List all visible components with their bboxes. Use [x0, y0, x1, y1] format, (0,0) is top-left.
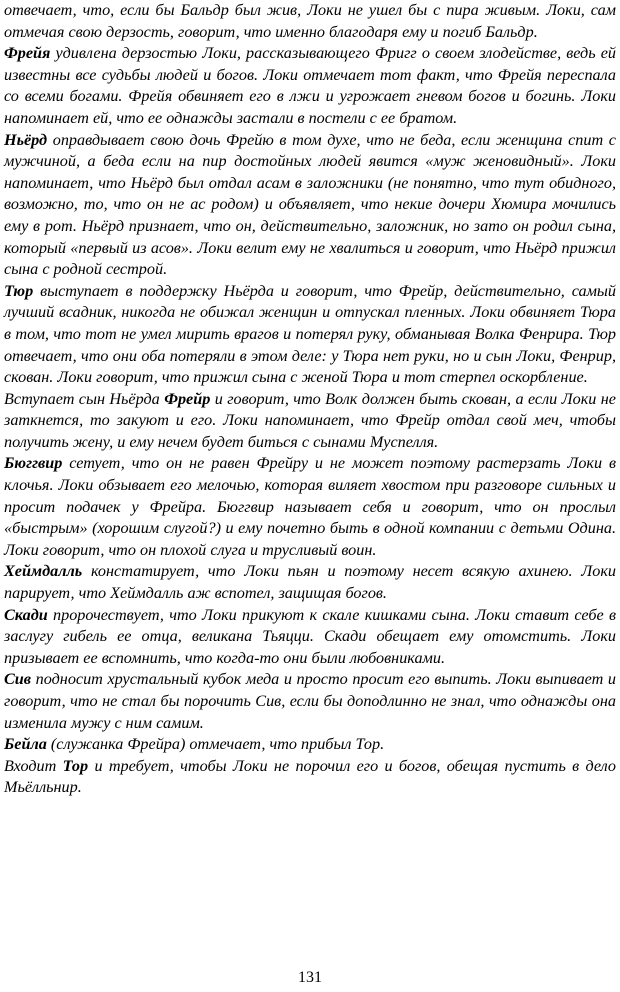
page-text — [4, 0, 616, 799]
paragraph-text: выступает в поддержку Ньёрда и говорит, что Фрейр, действительно, самый лучший всадник, никогда не обижал женщин и отпускал пленных. Локи обвиняет Тюра в том, что тот не умел мирить врагов и потерял руку, обманывая Волка Фенрира. Тюр отвечает, что они оба потеряли в этом деле: у Тюра нет руки, но и сын Локи, Фенрир, скован. Локи говорит, что прижил сына с женой Тюра и тот стерпел оскорбление. — [4, 281, 616, 387]
speaker-name: Фрейр — [164, 389, 211, 408]
paragraph-text: (служанка Фрейра) отмечает, что прибыл Тор. — [46, 735, 385, 754]
page-number: 131 — [298, 969, 322, 986]
paragraph-lead: Входит — [4, 756, 63, 775]
paragraph-text: сетует, что он не равен Фрейру и не может поэтому растерзать Локи в клочья. Локи обзывает его мелочью, которая виляет хвостом при разговоре сильных и просит подачек у Фрейра. Бюггвир называет себя и говорит, что он прослыл «быстрым» (хорошим слугой?) и ему почетно быть в одной компании с детьми Одина. Локи говорит, что он плохой слуга и трусливый воин. — [4, 454, 616, 559]
paragraph-lead: Вступает сын Ньёрда — [4, 389, 165, 408]
speaker-name: Фрейя — [4, 44, 51, 63]
paragraph-text: и говорит, что Волк должен быть скован, а если Локи не заткнется, то закуют и его. Локи напоминает, что Фрейр отдал свой меч, чтобы получить жену, и ему нечем будет биться с сынами Муспелля. — [4, 389, 616, 451]
paragraph-njord — [4, 130, 616, 281]
speaker-name: Сив — [4, 670, 32, 689]
speaker-name: Тюр — [4, 281, 34, 300]
paragraph-freyr — [4, 389, 616, 454]
speaker-name: Скади — [4, 605, 48, 624]
paragraph-heimdallr — [4, 561, 616, 604]
speaker-name: Тор — [62, 756, 89, 775]
paragraph-freyja — [4, 43, 616, 129]
paragraph-beyla — [4, 734, 616, 756]
paragraph-skadi — [4, 605, 616, 670]
speaker-name: Бейла — [4, 735, 47, 754]
paragraph-text: констатирует, что Локи пьян и поэтому несет всякую ахинею. Локи парирует, что Хеймдалль аж вспотел, защищая богов. — [4, 562, 616, 603]
speaker-name: Хеймдалль — [4, 562, 83, 581]
speaker-name: Бюггвир — [4, 454, 63, 473]
paragraph-thor — [4, 756, 616, 799]
paragraph-text: отвечает, что, если бы Бальдр был жив, Локи не ушел бы с пира живым. Локи, сам отмечая свою дерзость, говорит, что именно благодаря ему и погиб Бальдр. — [4, 1, 616, 41]
paragraph-text: подносит хрустальный кубок меда и просто просит его выпить. Локи выпивает и говорит, что не стал бы порочить Сив, если бы доподлинно не знал, что однажды она изменила мужу с ним самим. — [4, 670, 616, 732]
speaker-name: Ньёрд — [4, 130, 48, 149]
paragraph-text: оправдывает свою дочь Фрейю в том духе, что не беда, если женщина спит с мужчиной, а беда если на пир достойных людей явится «муж женовидный». Локи напоминает, что Ньёрд был отдал асам в заложники (не понятно, что тут обидного, возможно, то, что он не ас родом) и объявляет, что некие дочери Хюмира мочились ему в рот. Ньёрд признает, что он, действительно, заложник, но зато он родил сына, который «первый из асов». Локи велит ему не хвалиться и говорит, что Ньёрд прижил сына с родной сестрой. — [4, 130, 616, 279]
paragraph-text: и требует, чтобы Локи не порочил его и богов, обещая пустить в дело Мьёлльнир. — [4, 756, 616, 797]
paragraph-baldr — [4, 0, 616, 43]
paragraph-tyr — [4, 281, 616, 389]
paragraph-sif — [4, 669, 616, 734]
paragraph-text: удивлена дерзостью Локи, рассказывающего Фригг о своем злодействе, ведь ей известны все судьбы людей и богов. Локи отмечает тот факт, что Фрейя переспала со всеми богами. Фрейя обвиняет его в лжи и угрожает гневом богов и богинь. Локи напоминает ей, что ее однажды застали в постели с ее братом. — [4, 44, 616, 127]
paragraph-byggvir — [4, 453, 616, 561]
paragraph-text: пророчествует, что Локи прикуют к скале кишками сына. Локи ставит себе в заслугу гибель ее отца, великана Тьяцци. Скади обещает ему отомстить. Локи призывает ее вспомнить, что когда-то они были любовниками. — [4, 605, 616, 667]
